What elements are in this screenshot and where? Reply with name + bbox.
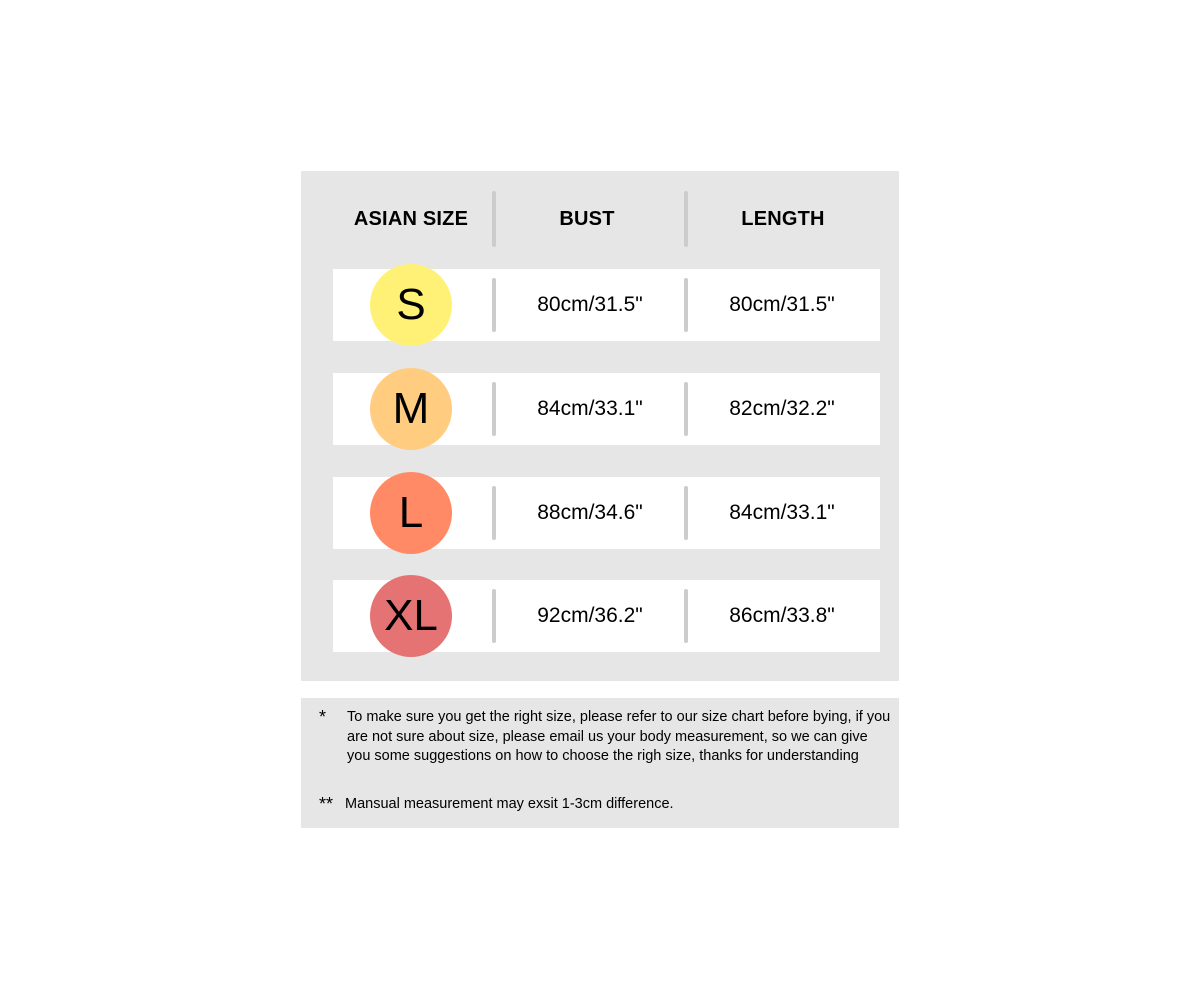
bust-value: 92cm/36.2" [537, 604, 643, 627]
header-length: LENGTH [741, 208, 825, 230]
notes-panel [301, 698, 899, 828]
length-value: 84cm/33.1" [729, 501, 835, 524]
note-text: Mansual measurement may exsit 1-3cm difference. [345, 796, 674, 812]
size-badge: M [370, 368, 452, 450]
note-marker: ** [319, 794, 334, 814]
header-asian-size: ASIAN SIZE [353, 208, 469, 230]
table-row [333, 373, 880, 445]
length-value: 82cm/32.2" [729, 397, 835, 420]
size-badge: XL [370, 575, 452, 657]
column-divider [684, 278, 688, 332]
table-header [301, 171, 899, 267]
column-divider [492, 382, 496, 436]
column-divider [684, 382, 688, 436]
size-chart-table [301, 171, 899, 681]
size-badge: L [370, 472, 452, 554]
header-bust: BUST [559, 208, 615, 230]
column-divider [492, 589, 496, 643]
column-divider [684, 486, 688, 540]
table-row [333, 269, 880, 341]
size-badge: S [370, 264, 452, 346]
note-marker: * [319, 707, 327, 727]
column-divider [492, 486, 496, 540]
bust-value: 80cm/31.5" [537, 293, 643, 316]
note-text: To make sure you get the right size, please refer to our size chart before bying, if you are not sure about size, please email us your body measurement, so we can give you some suggestions on how to choose the righ size, thanks for understanding [347, 709, 891, 764]
table-row [333, 580, 880, 652]
table-row [333, 477, 880, 549]
length-value: 80cm/31.5" [729, 293, 835, 316]
bust-value: 84cm/33.1" [537, 397, 643, 420]
column-divider [684, 589, 688, 643]
bust-value: 88cm/34.6" [537, 501, 643, 524]
length-value: 86cm/33.8" [729, 604, 835, 627]
column-divider [492, 278, 496, 332]
